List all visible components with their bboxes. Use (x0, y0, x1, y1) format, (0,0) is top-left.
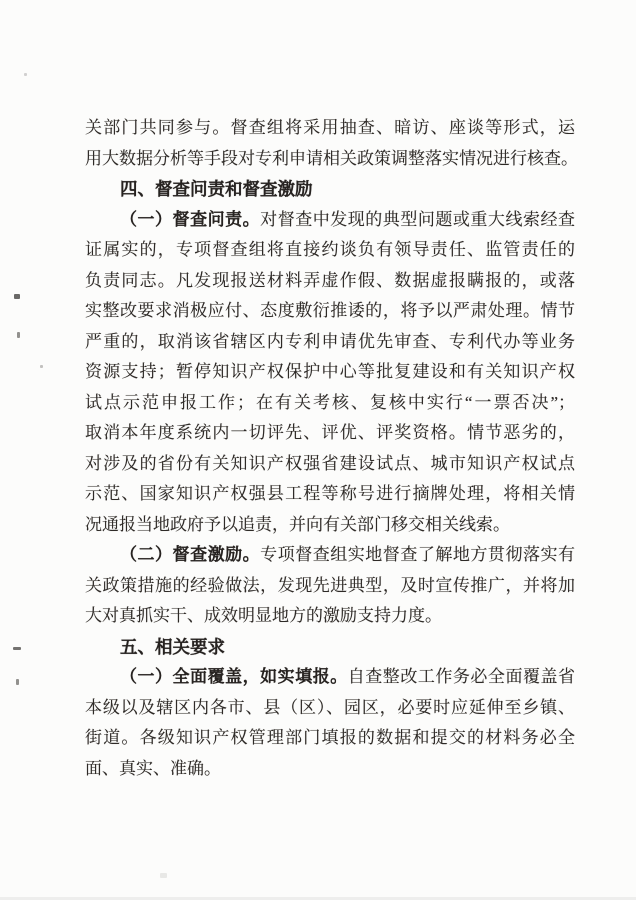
section-heading: 五、相关要求 (120, 636, 225, 657)
scan-speckle (14, 294, 20, 299)
scan-speckle (160, 873, 167, 878)
text-line (85, 205, 575, 236)
paragraph-text: 专项督查组实地督查了解地方贯彻落实有 (260, 545, 576, 564)
text-line: 关政策措施的经验做法，发现先进典型，及时宣传推广，并将加 (85, 575, 575, 595)
text-line: 证属实的，专项督查组将直接约谈负有领导责任、监管责任的 (85, 240, 575, 259)
text-line: 用大数据分析等手段对专利申请相关政策调整落实情况进行核查。 (85, 148, 578, 168)
text-line: 关部门共同参与。督查组将采用抽查、暗访、座谈等形式，运 (85, 118, 575, 137)
text-line (85, 662, 575, 693)
text-line: 负责同志。凡发现报送材料弄虚作假、数据虚报瞒报的，或落 (85, 270, 575, 290)
paragraph-text: 自查整改工作务必全面覆盖省 (347, 667, 576, 686)
text-line: 对涉及的省份有关知识产权强省建设试点、城市知识产权试点 (85, 453, 575, 473)
document-text-block (85, 113, 578, 784)
text-line: 示范、国家知识产权强县工程等称号进行摘牌处理，将相关情 (85, 484, 575, 503)
text-line: 大对真抓实干、成效明显地方的激励支持力度。 (85, 606, 442, 625)
text-line: 本级以及辖区内各市、县（区）、园区，必要时应延伸至乡镇、 (85, 697, 575, 717)
text-line: 街道。各级知识产权管理部门填报的数据和提交的材料务必全 (85, 728, 575, 747)
scan-speckle (24, 73, 27, 76)
scan-speckle (16, 679, 19, 685)
text-line: 面、真实、准确。 (85, 758, 221, 778)
text-line: 实整改要求消极应付、态度敷衍推诿的，将予以严肃处理。情节 (85, 301, 575, 320)
paragraph-lead: （二）督查激励。 (120, 545, 261, 564)
paragraph-lead: （一）全面覆盖，如实填报。 (120, 667, 348, 686)
section-heading: 四、督查问责和督查激励 (120, 179, 313, 199)
scan-speckle (17, 332, 20, 338)
text-line: 严重的，取消该省辖区内专利申请优先审查、专利代办等业务 (85, 331, 575, 351)
paragraph-text: 对督查中发现的典型问题或重大线索经查 (260, 209, 576, 229)
paragraph-lead: （一）督查问责。 (120, 209, 261, 229)
scan-speckle (40, 365, 43, 368)
text-line (85, 540, 575, 571)
text-line: 资源支持；暂停知识产权保护中心等批复建设和有关知识产权 (85, 362, 575, 381)
scan-speckle (13, 647, 21, 650)
text-line: 试点示范申报工作；在有关考核、复核中实行“一票否决”； (85, 392, 575, 412)
text-line: 况通报当地政府予以追责，并向有关部门移交相关线索。 (85, 514, 510, 534)
text-line: 取消本年度系统内一切评先、评优、评奖资格。情节恶劣的， (85, 423, 575, 442)
